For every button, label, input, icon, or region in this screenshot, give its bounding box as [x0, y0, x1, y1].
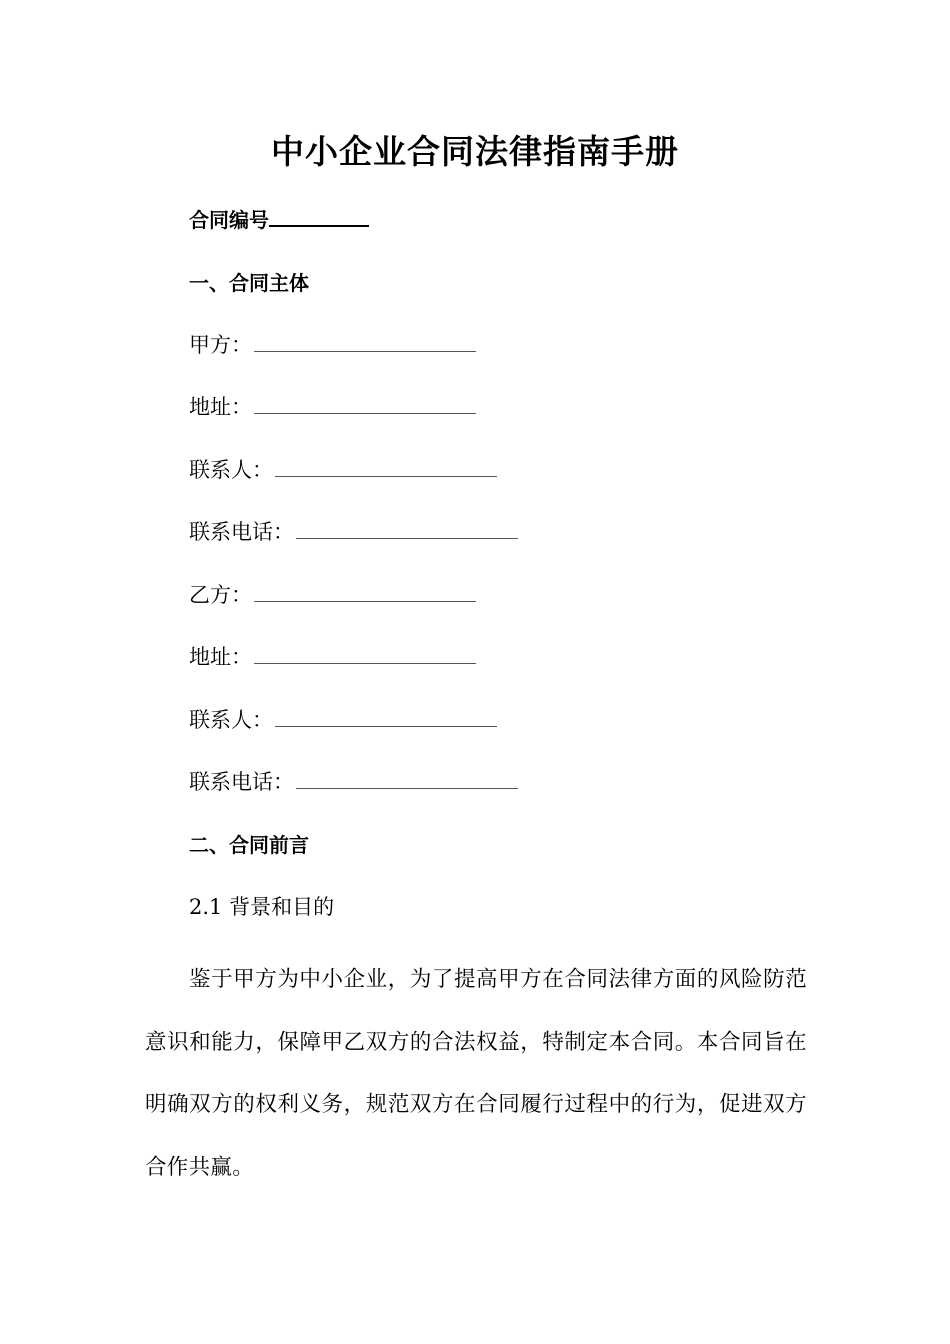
party-b-contact-label: 联系人： — [189, 708, 273, 732]
party-a-name-label: 甲方： — [189, 333, 252, 357]
party-b-name-blank — [254, 583, 476, 602]
section-heading-preface: 二、合同前言 — [189, 833, 309, 857]
party-a-name-row — [189, 330, 476, 360]
party-b-address-label: 地址： — [189, 645, 252, 669]
contract-number-label: 合同编号 — [189, 208, 269, 232]
party-b-name-label: 乙方： — [189, 583, 252, 607]
subsection-heading-background: 2.1 背景和目的 — [189, 895, 335, 919]
party-a-phone-blank — [296, 520, 518, 539]
party-b-phone-row — [189, 767, 518, 797]
party-b-phone-label: 联系电话： — [189, 770, 294, 794]
preface-paragraph: 鉴于甲方为中小企业，为了提高甲方在合同法律方面的风险防范意识和能力，保障甲乙双方的合法权益，特制定本合同。本合同旨在明确双方的权利义务，规范双方在合同履行过程中的行为，促进双方合作共赢。 — [145, 967, 807, 1180]
section-heading-parties: 一、合同主体 — [189, 271, 309, 295]
party-a-address-blank — [254, 395, 476, 414]
party-b-name-row — [189, 580, 476, 610]
party-a-name-blank — [254, 333, 476, 352]
party-b-contact-blank — [275, 708, 497, 727]
party-b-contact-row — [189, 705, 497, 735]
contract-number-row — [189, 205, 369, 235]
party-b-address-blank — [254, 645, 476, 664]
party-a-contact-row — [189, 455, 497, 485]
contract-number-blank — [269, 205, 369, 227]
party-b-address-row — [189, 642, 476, 672]
party-a-contact-label: 联系人： — [189, 458, 273, 482]
party-a-address-row — [189, 392, 476, 422]
party-a-address-label: 地址： — [189, 395, 252, 419]
party-a-phone-label: 联系电话： — [189, 520, 294, 544]
page-title: 中小企业合同法律指南手册 — [271, 132, 679, 171]
party-b-phone-blank — [296, 770, 518, 789]
party-a-phone-row — [189, 517, 518, 547]
party-a-contact-blank — [275, 458, 497, 477]
